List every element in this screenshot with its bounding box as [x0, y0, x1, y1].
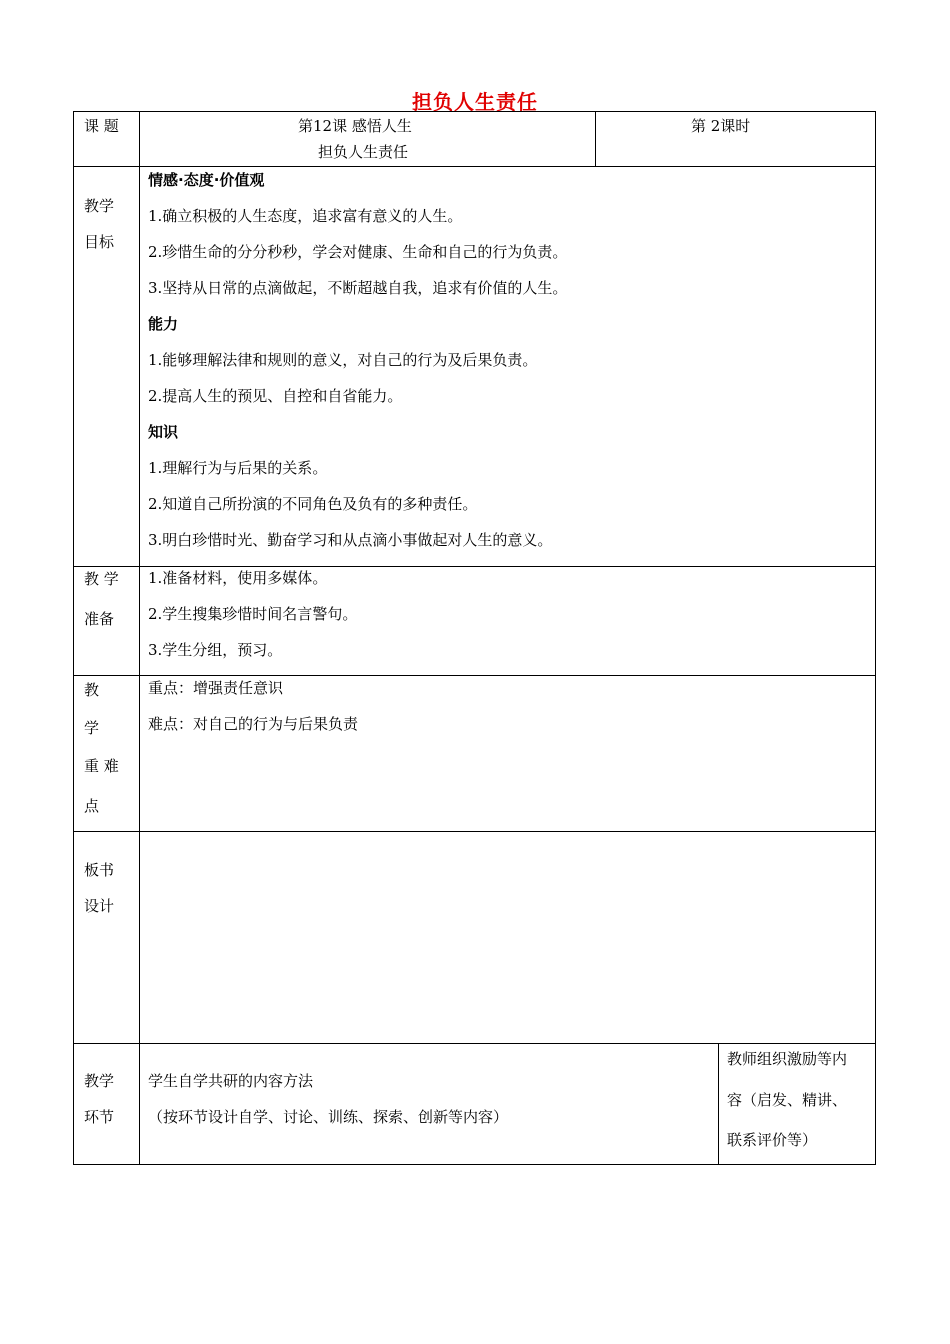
teacher-method-line: 容（启发、精讲、 — [727, 1091, 848, 1109]
keypoints-label-line: 学 — [84, 719, 100, 737]
keypoints-label-line: 重 难 — [84, 757, 119, 775]
document-title: 担负人生责任 — [412, 90, 538, 114]
lesson-title-line2: 担负人生责任 — [318, 143, 409, 161]
preparation-item: 2.学生搜集珍惜时间名言警句。 — [148, 605, 358, 623]
ability-item: 2.提高人生的预见、自控和自省能力。 — [148, 387, 403, 405]
lesson-plan-table — [73, 111, 876, 1165]
column-divider — [139, 112, 140, 1164]
period-label: 第 2课时 — [691, 117, 751, 135]
attitude-item: 3.坚持从日常的点滴做起，不断超越自我，追求有价值的人生。 — [148, 279, 568, 297]
preparation-item: 3.学生分组，预习。 — [148, 641, 283, 659]
keypoints-label-line: 教 — [84, 681, 100, 699]
attitude-item: 2.珍惜生命的分分秒秒，学会对健康、生命和自己的行为负责。 — [148, 243, 568, 261]
difficulty-text: 难点：对自己的行为与后果负责 — [148, 715, 359, 733]
knowledge-item: 3.明白珍惜时光、勤奋学习和从点滴小事做起对人生的意义。 — [148, 531, 553, 549]
row-divider — [74, 1043, 875, 1044]
board-label-line2: 设计 — [84, 897, 115, 915]
attitude-heading: 情感·态度·价值观 — [148, 171, 265, 189]
row-divider — [74, 831, 875, 832]
column-divider — [718, 1043, 719, 1164]
knowledge-item: 1.理解行为与后果的关系。 — [148, 459, 328, 477]
student-method-line2: （按环节设计自学、讨论、训练、探索、创新等内容） — [148, 1108, 509, 1126]
ability-heading: 能力 — [148, 315, 179, 333]
teacher-method-line: 联系评价等） — [727, 1131, 818, 1149]
attitude-item: 1.确立积极的人生态度，追求富有意义的人生。 — [148, 207, 463, 225]
knowledge-heading: 知识 — [148, 423, 179, 441]
teacher-method-line: 教师组织激励等内 — [727, 1050, 848, 1068]
preparation-item: 1.准备材料，使用多媒体。 — [148, 569, 328, 587]
board-label-line1: 板书 — [84, 861, 115, 879]
process-label-line2: 环节 — [84, 1108, 115, 1126]
column-divider — [595, 112, 596, 166]
subject-label: 课 题 — [84, 117, 119, 135]
row-divider — [74, 566, 875, 567]
lesson-title-line1: 第12课 感悟人生 — [298, 117, 412, 135]
keypoints-label-line: 点 — [84, 797, 100, 815]
knowledge-item: 2.知道自己所扮演的不同角色及负有的多种责任。 — [148, 495, 478, 513]
objectives-label-line2: 目标 — [84, 233, 115, 251]
student-method-line1: 学生自学共研的内容方法 — [148, 1072, 314, 1090]
row-divider — [74, 675, 875, 676]
objectives-label-line1: 教学 — [84, 197, 115, 215]
focus-text: 重点：增强责任意识 — [148, 679, 284, 697]
preparation-label-line1: 教 学 — [84, 570, 119, 588]
preparation-label-line2: 准备 — [84, 610, 115, 628]
process-label-line1: 教学 — [84, 1072, 115, 1090]
row-divider — [74, 166, 875, 167]
ability-item: 1.能够理解法律和规则的意义，对自己的行为及后果负责。 — [148, 351, 538, 369]
